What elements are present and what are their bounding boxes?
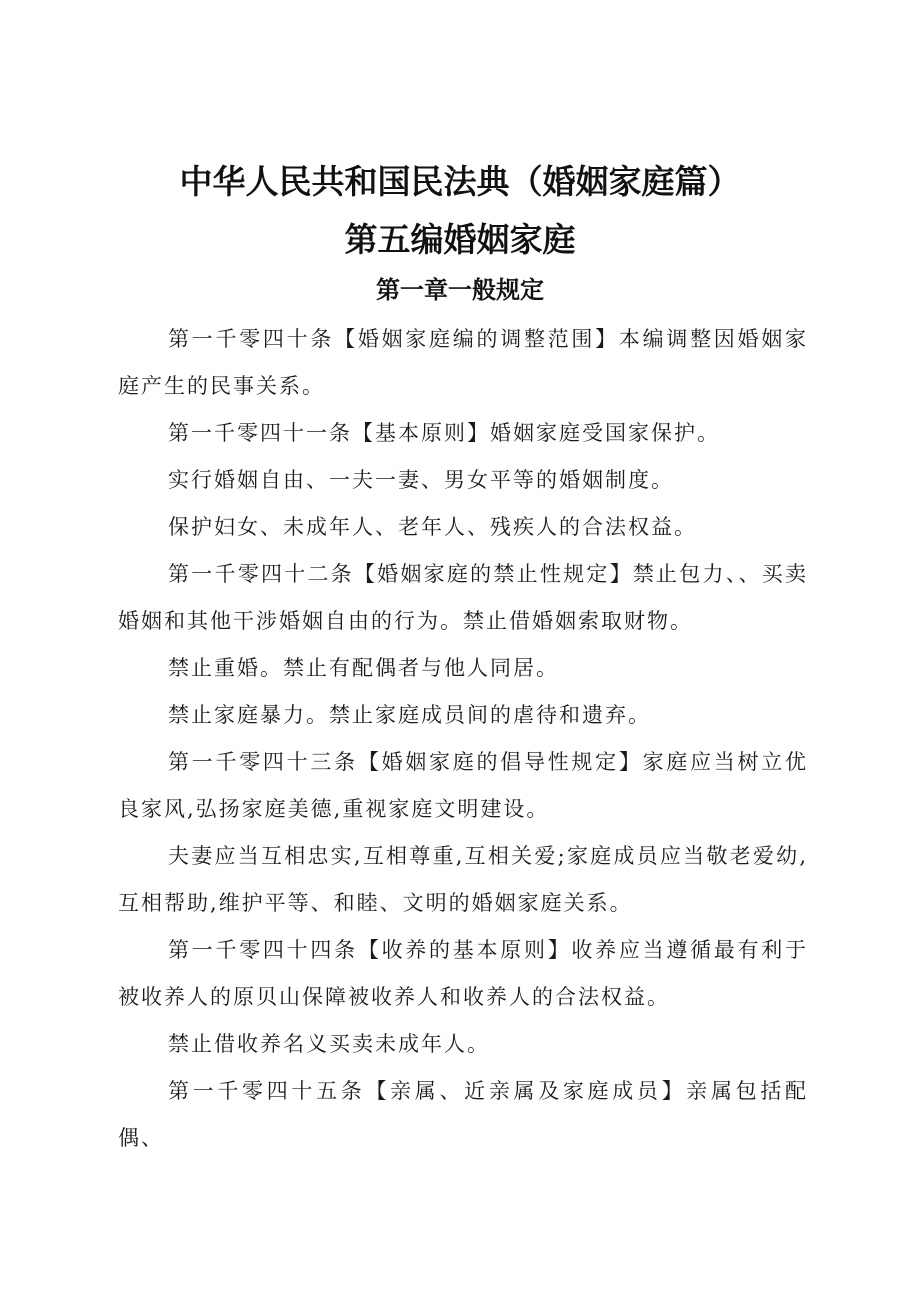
paragraph: 保护妇女、未成年人、老年人、残疾人的合法权益。	[168, 515, 697, 539]
paragraph-article-1043: 第一千零四十三条【婚姻家庭的倡导性规定】家庭应当树立优良家风,弘扬家庭美德,重视家庭文明建设。	[118, 750, 808, 821]
document-body	[118, 316, 808, 1162]
paragraph: 实行婚姻自由、一夫一妻、男女平等的婚姻制度。	[168, 468, 674, 492]
paragraph: 禁止重婚。禁止有配偶者与他人同居。	[168, 656, 559, 680]
paragraph-article-1042: 第一千零四十二条【婚姻家庭的禁止性规定】禁止包力、、买卖婚姻和其他干涉婚姻自由的行为。禁止借婚姻索取财物。	[118, 562, 808, 633]
paragraph-article-1041: 第一千零四十一条【基本原则】婚姻家庭受国家保护。	[168, 421, 720, 445]
paragraph-article-1044: 第一千零四十四条【收养的基本原则】收养应当遵循最有利于被收养人的原贝山保障被收养人和收养人的合法权益。	[118, 938, 808, 1009]
chapter-heading: 第一章一般规定	[376, 276, 544, 304]
part-heading: 第五编婚姻家庭	[344, 220, 576, 259]
paragraph: 禁止家庭暴力。禁止家庭成员间的虐待和遗弃。	[168, 703, 651, 727]
paragraph-article-1045: 第一千零四十五条【亲属、近亲属及家庭成员】亲属包括配偶、	[118, 1079, 808, 1150]
paragraph-article-1040: 第一千零四十条【婚姻家庭编的调整范围】本编调整因婚姻家庭产生的民事关系。	[118, 327, 808, 398]
paragraph: 夫妻应当互相忠实,互相尊重,互相关爱;家庭成员应当敬老爱幼,互相帮助,维护平等、和睦、文明的婚姻家庭关系。	[118, 844, 808, 915]
paragraph: 禁止借收养名义买卖未成年人。	[168, 1032, 490, 1056]
document-title: 中华人民共和国民法典（婚姻家庭篇）	[179, 162, 741, 201]
